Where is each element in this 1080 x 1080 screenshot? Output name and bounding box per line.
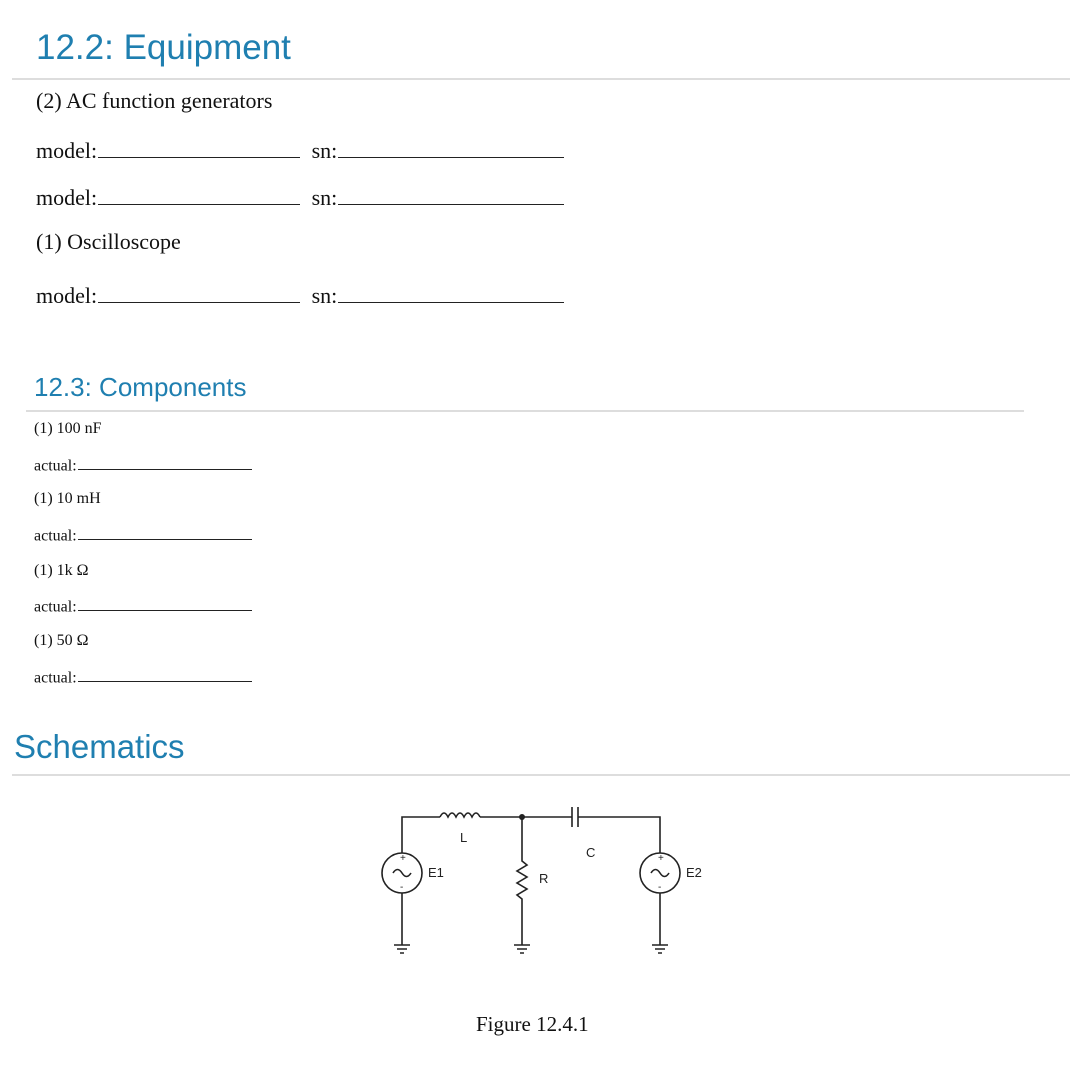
label-l: L [460, 830, 468, 845]
sn-blank-2[interactable] [338, 184, 564, 205]
generator-2-row [36, 184, 564, 211]
ac-source-e2-icon [640, 853, 680, 945]
svg-text:+: + [400, 853, 406, 864]
equipment-heading: 12.2: Equipment [36, 28, 291, 67]
component-10mh: (1) 10 mH [34, 490, 101, 507]
sn-blank-1[interactable] [338, 137, 564, 158]
schematics-divider [12, 774, 1070, 776]
svg-text:-: - [400, 882, 404, 893]
figure-caption: Figure 12.4.1 [476, 1012, 589, 1036]
components-heading: 12.3: Components [34, 372, 247, 402]
actual-blank-3[interactable] [78, 596, 252, 611]
component-50-ohm-actual-row [34, 667, 252, 687]
model-label: model: [36, 184, 98, 210]
wire-mid [480, 814, 572, 820]
label-c: C [586, 845, 596, 860]
sn-label: sn: [311, 282, 338, 308]
model-label: model: [36, 137, 98, 163]
svg-text:-: - [658, 882, 662, 893]
oscilloscope-label: (1) Oscilloscope [36, 229, 181, 254]
components-divider [26, 410, 1024, 412]
actual-blank-1[interactable] [78, 455, 252, 470]
equipment-divider [12, 78, 1070, 80]
ground-icon [394, 945, 668, 953]
generator-1-row [36, 137, 564, 164]
model-label: model: [36, 282, 98, 308]
actual-blank-2[interactable] [78, 525, 252, 540]
model-blank-2[interactable] [98, 184, 300, 205]
actual-label: actual: [34, 669, 77, 687]
label-e1: E1 [428, 865, 444, 880]
component-100nf: (1) 100 nF [34, 420, 102, 437]
component-10mh-actual-row [34, 525, 252, 545]
actual-label: actual: [34, 527, 77, 545]
actual-label: actual: [34, 457, 77, 475]
resistor-icon [517, 817, 527, 945]
sn-blank-3[interactable] [338, 282, 564, 303]
model-blank-1[interactable] [98, 137, 300, 158]
label-e2: E2 [686, 865, 702, 880]
wire-left [402, 817, 440, 853]
oscilloscope-row [36, 282, 564, 309]
inductor-icon [440, 813, 480, 817]
sn-label: sn: [311, 137, 338, 163]
svg-text:+: + [658, 853, 664, 864]
sn-label: sn: [311, 184, 338, 210]
circuit-schematic [360, 795, 720, 985]
component-1k-ohm-actual-row [34, 596, 252, 616]
generators-label: (2) AC function generators [36, 88, 273, 113]
schematics-heading: Schematics [14, 728, 185, 765]
component-1k-ohm: (1) 1k Ω [34, 562, 89, 579]
ac-source-e1-icon [382, 853, 422, 945]
actual-blank-4[interactable] [78, 667, 252, 682]
label-r: R [539, 871, 549, 886]
component-50-ohm: (1) 50 Ω [34, 632, 89, 649]
component-100nf-actual-row [34, 455, 252, 475]
actual-label: actual: [34, 598, 77, 616]
model-blank-3[interactable] [98, 282, 300, 303]
